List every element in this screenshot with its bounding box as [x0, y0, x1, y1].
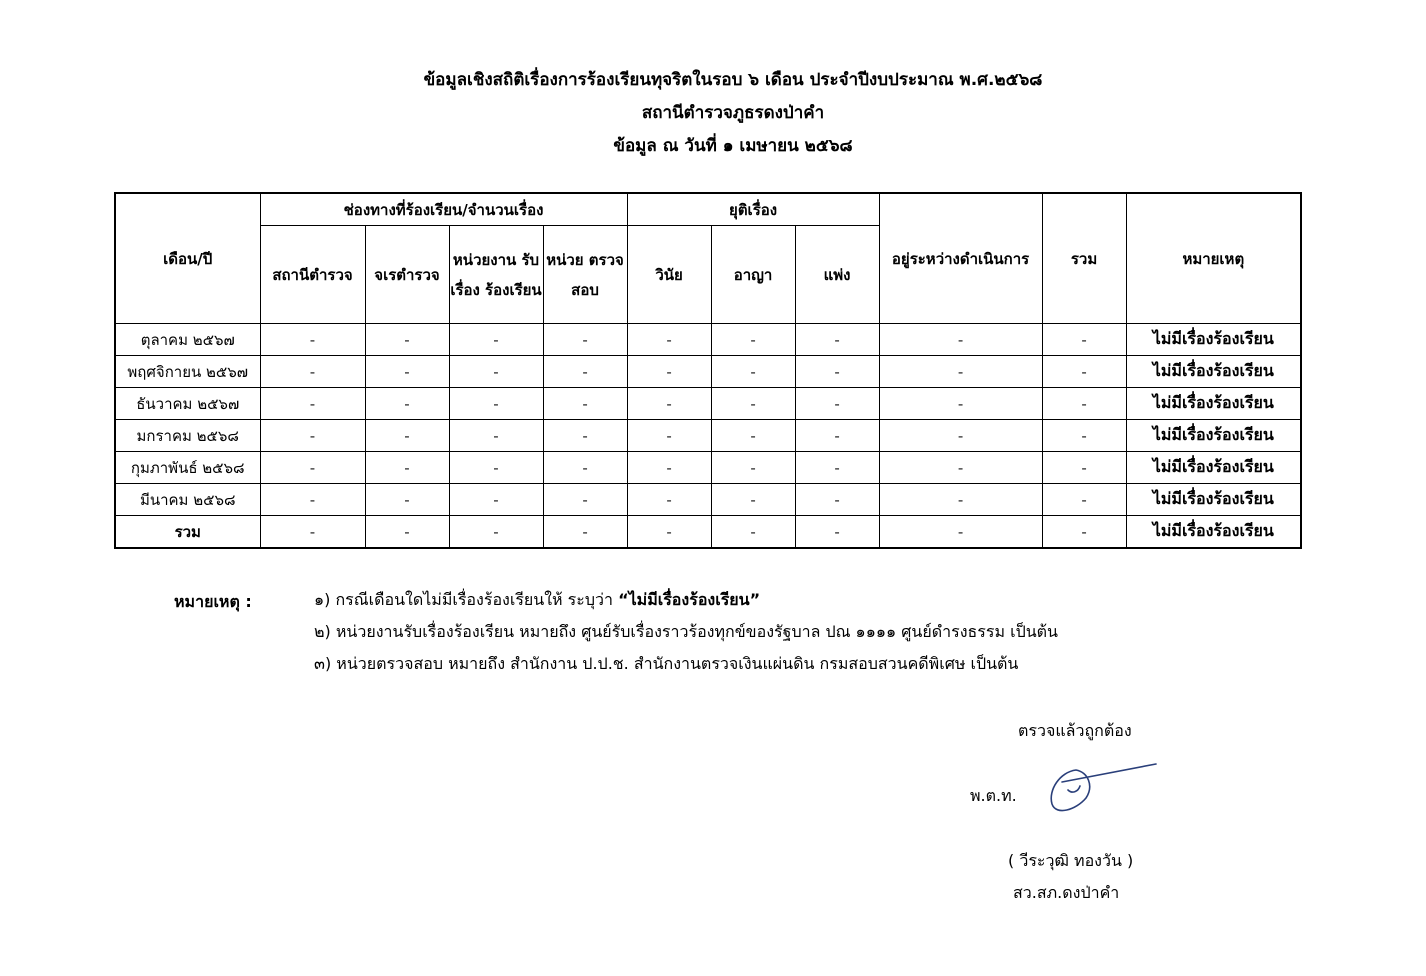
signer-position: สว.สภ.ดงป่าคำ	[1013, 883, 1120, 902]
verified-text: ตรวจแล้วถูกต้อง	[1018, 721, 1132, 740]
complaint-statistics-table	[114, 192, 1302, 549]
value-cell: -	[711, 356, 795, 388]
data-date: ข้อมูล ณ วันที่ ๑ เมษายน ๒๕๖๘	[613, 136, 853, 156]
table-total-row	[115, 516, 1301, 549]
value-cell: -	[449, 324, 543, 356]
value-cell: -	[711, 388, 795, 420]
month-cell: ตุลาคม ๒๕๖๗	[115, 324, 260, 356]
remark-cell: ไม่มีเรื่องร้องเรียน	[1126, 324, 1301, 356]
note-1-text: ๑) กรณีเดือนใดไม่มีเรื่องร้องเรียนให้ ระบุว่า	[314, 590, 619, 609]
header-audit-agency: หน่วย ตรวจสอบ	[543, 226, 627, 324]
table-row	[115, 420, 1301, 452]
remark-cell: ไม่มีเรื่องร้องเรียน	[1126, 420, 1301, 452]
header-in-progress: อยู่ระหว่างดำเนินการ	[879, 193, 1042, 324]
remark-cell: ไม่มีเรื่องร้องเรียน	[1126, 484, 1301, 516]
value-cell: -	[1042, 388, 1126, 420]
value-cell: -	[879, 452, 1042, 484]
header-total: รวม	[1042, 193, 1126, 324]
value-cell: -	[879, 420, 1042, 452]
value-cell: -	[711, 420, 795, 452]
note-3: ๓) หน่วยตรวจสอบ หมายถึง สำนักงาน ป.ป.ช. สำนักงานตรวจเงินแผ่นดิน กรมสอบสวนคดีพิเศษ เป็นต้น	[314, 654, 1019, 673]
header-complaint-agency: หน่วยงาน รับเรื่อง ร้องเรียน	[449, 226, 543, 324]
value-cell: -	[543, 388, 627, 420]
header-group-resolved: ยุติเรื่อง	[627, 193, 879, 226]
value-cell: -	[795, 420, 879, 452]
value-cell: -	[260, 484, 365, 516]
remark-cell: ไม่มีเรื่องร้องเรียน	[1126, 516, 1301, 549]
header-remark: หมายเหตุ	[1126, 193, 1301, 324]
table-body	[115, 324, 1301, 549]
value-cell: -	[795, 324, 879, 356]
value-cell: -	[1042, 516, 1126, 549]
header-group-channels: ช่องทางที่ร้องเรียน/จำนวนเรื่อง	[260, 193, 627, 226]
notes-label: หมายเหตุ :	[174, 592, 252, 611]
remark-cell: ไม่มีเรื่องร้องเรียน	[1126, 388, 1301, 420]
value-cell: -	[449, 516, 543, 549]
note-2: ๒) หน่วยงานรับเรื่องร้องเรียน หมายถึง ศูนย์รับเรื่องราวร้องทุกข์ของรัฐบาล ปณ ๑๑๑๑ ศูนย์ดำรงธรรม เป็นต้น	[314, 622, 1058, 641]
remark-cell: ไม่มีเรื่องร้องเรียน	[1126, 356, 1301, 388]
value-cell: -	[543, 420, 627, 452]
value-cell: -	[1042, 420, 1126, 452]
month-cell: มีนาคม ๒๕๖๘	[115, 484, 260, 516]
value-cell: -	[627, 324, 711, 356]
value-cell: -	[627, 516, 711, 549]
month-cell: มกราคม ๒๕๖๘	[115, 420, 260, 452]
month-cell: กุมภาพันธ์ ๒๕๖๘	[115, 452, 260, 484]
header-police-station: สถานีตำรวจ	[260, 226, 365, 324]
value-cell: -	[543, 324, 627, 356]
handwritten-signature	[1046, 760, 1161, 816]
table-row	[115, 356, 1301, 388]
value-cell: -	[711, 324, 795, 356]
value-cell: -	[1042, 356, 1126, 388]
value-cell: -	[711, 516, 795, 549]
table-row	[115, 324, 1301, 356]
value-cell: -	[795, 452, 879, 484]
value-cell: -	[627, 420, 711, 452]
value-cell: -	[260, 420, 365, 452]
value-cell: -	[449, 484, 543, 516]
total-label: รวม	[115, 516, 260, 549]
value-cell: -	[627, 388, 711, 420]
value-cell: -	[795, 484, 879, 516]
value-cell: -	[627, 356, 711, 388]
value-cell: -	[879, 324, 1042, 356]
header-discipline: วินัย	[627, 226, 711, 324]
table-row	[115, 484, 1301, 516]
value-cell: -	[627, 484, 711, 516]
value-cell: -	[365, 452, 449, 484]
header-month: เดือน/ปี	[115, 193, 260, 324]
value-cell: -	[1042, 324, 1126, 356]
value-cell: -	[260, 388, 365, 420]
value-cell: -	[711, 484, 795, 516]
value-cell: -	[1042, 484, 1126, 516]
header-police-inspector: จเรตำรวจ	[365, 226, 449, 324]
value-cell: -	[543, 516, 627, 549]
value-cell: -	[1042, 452, 1126, 484]
note-1	[314, 586, 760, 614]
remark-cell: ไม่มีเรื่องร้องเรียน	[1126, 452, 1301, 484]
value-cell: -	[711, 452, 795, 484]
value-cell: -	[543, 484, 627, 516]
table-row	[115, 452, 1301, 484]
value-cell: -	[879, 388, 1042, 420]
value-cell: -	[543, 356, 627, 388]
value-cell: -	[260, 356, 365, 388]
signer-name: ( วีระวุฒิ ทองวัน )	[1008, 851, 1134, 870]
value-cell: -	[543, 452, 627, 484]
header-civil: แพ่ง	[795, 226, 879, 324]
value-cell: -	[260, 452, 365, 484]
value-cell: -	[627, 452, 711, 484]
table-row	[115, 388, 1301, 420]
note-1-emphasis: “ไม่มีเรื่องร้องเรียน”	[618, 590, 761, 609]
value-cell: -	[795, 388, 879, 420]
value-cell: -	[365, 356, 449, 388]
station-name: สถานีตำรวจภูธรดงป่าคำ	[641, 103, 825, 123]
value-cell: -	[795, 516, 879, 549]
value-cell: -	[365, 484, 449, 516]
signer-rank: พ.ต.ท.	[970, 786, 1017, 805]
value-cell: -	[879, 356, 1042, 388]
month-cell: พฤศจิกายน ๒๕๖๗	[115, 356, 260, 388]
value-cell: -	[449, 420, 543, 452]
value-cell: -	[260, 516, 365, 549]
value-cell: -	[879, 516, 1042, 549]
value-cell: -	[795, 356, 879, 388]
document-title: ข้อมูลเชิงสถิติเรื่องการร้องเรียนทุจริตในรอบ ๖ เดือน ประจำปีงบประมาณ พ.ศ.๒๕๖๘	[423, 70, 1043, 90]
value-cell: -	[365, 388, 449, 420]
value-cell: -	[260, 324, 365, 356]
value-cell: -	[449, 452, 543, 484]
header-criminal: อาญา	[711, 226, 795, 324]
value-cell: -	[365, 324, 449, 356]
value-cell: -	[365, 420, 449, 452]
value-cell: -	[449, 356, 543, 388]
value-cell: -	[449, 388, 543, 420]
value-cell: -	[879, 484, 1042, 516]
month-cell: ธันวาคม ๒๕๖๗	[115, 388, 260, 420]
value-cell: -	[365, 516, 449, 549]
